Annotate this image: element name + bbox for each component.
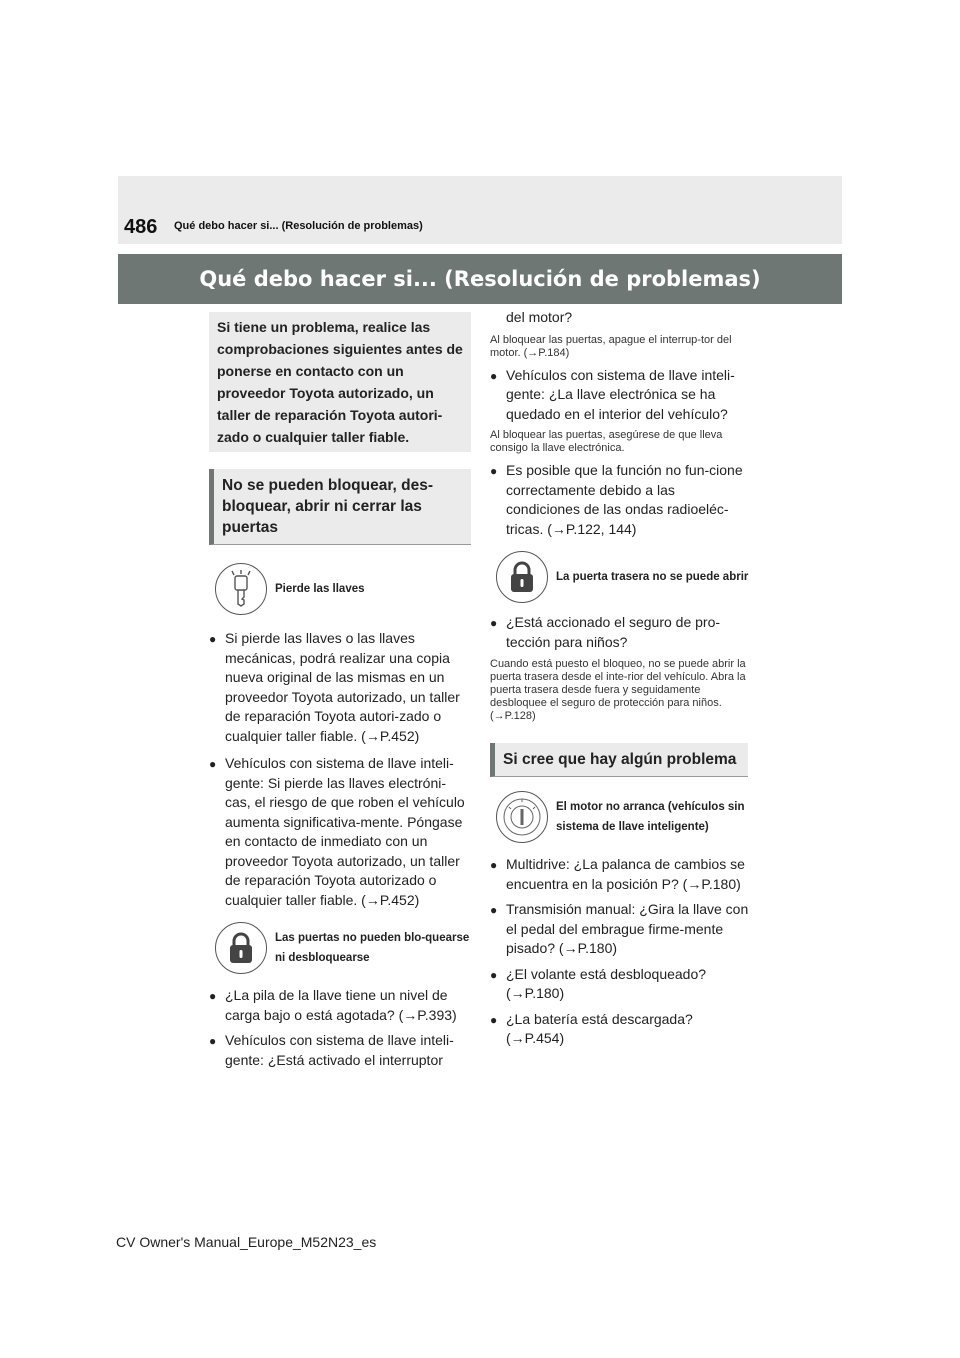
section-heading-problem: [490, 743, 748, 777]
subheading-text: Pierde las llaves: [275, 583, 365, 595]
bullet-icon: ●: [490, 903, 498, 917]
section-heading-doors: [209, 469, 471, 545]
list-item: ● ¿La batería está descargada? (→P.454): [490, 1010, 752, 1049]
footer-text: CV Owner's Manual_Europe_M52N23_es: [116, 1234, 377, 1250]
list-item: ● Multidrive: ¿La palanca de cambios se encuentra en la posición P? (→P.180): [490, 855, 752, 894]
padlock-icon: [496, 551, 548, 603]
bullet-icon: ●: [490, 967, 498, 982]
bullet-icon: ●: [490, 368, 498, 383]
bullet-icon: ●: [209, 989, 217, 1003]
left-column: [209, 312, 471, 1070]
ignition-switch-icon: [496, 791, 548, 843]
padlock-icon: [215, 922, 267, 974]
list-item: ● Vehículos con sistema de llave inteli-gente: ¿La llave electrónica se ha quedado en el interior del vehículo?: [490, 366, 752, 425]
chapter-title: Qué debo hacer si... (Resolución de problemas): [199, 267, 761, 291]
list-item: ● ¿El volante está desbloqueado? (→P.180): [490, 965, 752, 1004]
subheading-text: La puerta trasera no se puede abrir: [556, 571, 749, 583]
subheading-text: El motor no arranca (vehículos sin sistema de llave inteligente): [556, 801, 745, 833]
key-icon: [215, 563, 267, 615]
note-text: Al bloquear las puertas, apague el interrup-tor del motor. (→P.184): [490, 333, 732, 359]
subheading-doors-lock: [215, 922, 471, 974]
note-text: Al bloquear las puertas, asegúrese de que lleva consigo la llave electrónica.: [490, 429, 723, 454]
intro-box: [209, 312, 471, 452]
list-item: ● ¿La pila de la llave tiene un nivel de carga bajo o está agotada? (→P.393): [209, 986, 471, 1025]
bullet-icon: ●: [490, 1012, 498, 1027]
note-text: Cuando está puesto el bloqueo, no se puede abrir la puerta trasera desde el inte-rior del vehículo. Abra la puerta trasera desde fuera y seguidamente desbloquee el seguro de protección para niños. (→P.128): [490, 658, 746, 722]
subheading-rear-door: [496, 551, 752, 603]
continued-text: del motor?: [506, 309, 573, 325]
bullet-icon: ●: [209, 632, 217, 646]
bullet-icon: ●: [490, 858, 498, 872]
header-bar: [118, 176, 842, 244]
page-number: 486: [124, 216, 158, 238]
list-item: ● Vehículos con sistema de llave inteli-gente: ¿Está activado el interruptor: [209, 1031, 471, 1070]
bullet-icon: ●: [209, 1034, 217, 1048]
intro-text: Si tiene un problema, realice las comprobaciones siguientes antes de ponerse en contacto con un proveedor Toyota autorizado, un taller de reparación Toyota autori-zado o cualquier taller fiable.: [217, 319, 463, 445]
subheading-engine: [496, 791, 752, 843]
subheading-text: Las puertas no pueden blo-quearse ni desbloquearse: [275, 932, 470, 964]
list-item: ● Si pierde las llaves o las llaves mecánicas, podrá realizar una copia nueva original de las mismas en un proveedor Toyota autorizado, un taller de reparación Toyota autori-zado o cualquier taller fiable. (→P.452): [209, 629, 471, 746]
subheading-lost-keys: [215, 563, 471, 615]
bullet-icon: ●: [209, 757, 217, 771]
section-heading-text: No se pueden bloquear, des-bloquear, abrir ni cerrar las puertas: [222, 477, 434, 536]
list-item: ● ¿Está accionado el seguro de pro-tección para niños?: [490, 613, 752, 652]
section-heading-text: Si cree que hay algún problema: [503, 751, 737, 768]
list-item: ● Transmisión manual: ¿Gira la llave con el pedal del embrague firme-mente pisado? (→P.180): [490, 900, 752, 959]
bullet-icon: ●: [490, 464, 498, 478]
chapter-banner: [118, 254, 842, 304]
list-item: ● Es posible que la función no fun-cione correctamente debido a las condiciones de las ondas radioeléc-tricas. (→P.122, 144): [490, 461, 752, 539]
running-head: Qué debo hacer si... (Resolución de problemas): [174, 220, 423, 232]
bullet-icon: ●: [490, 616, 498, 630]
list-item: ● Vehículos con sistema de llave inteli-gente: Si pierde las llaves electróni-cas, el riesgo de que roben el vehículo aumenta significativa-mente. Póngase en contacto de inmediato con un proveedor Toyota autorizado, un taller de reparación Toyota autorizado o cualquier taller fiable. (→P.452): [209, 754, 471, 910]
right-column: [490, 308, 752, 1049]
